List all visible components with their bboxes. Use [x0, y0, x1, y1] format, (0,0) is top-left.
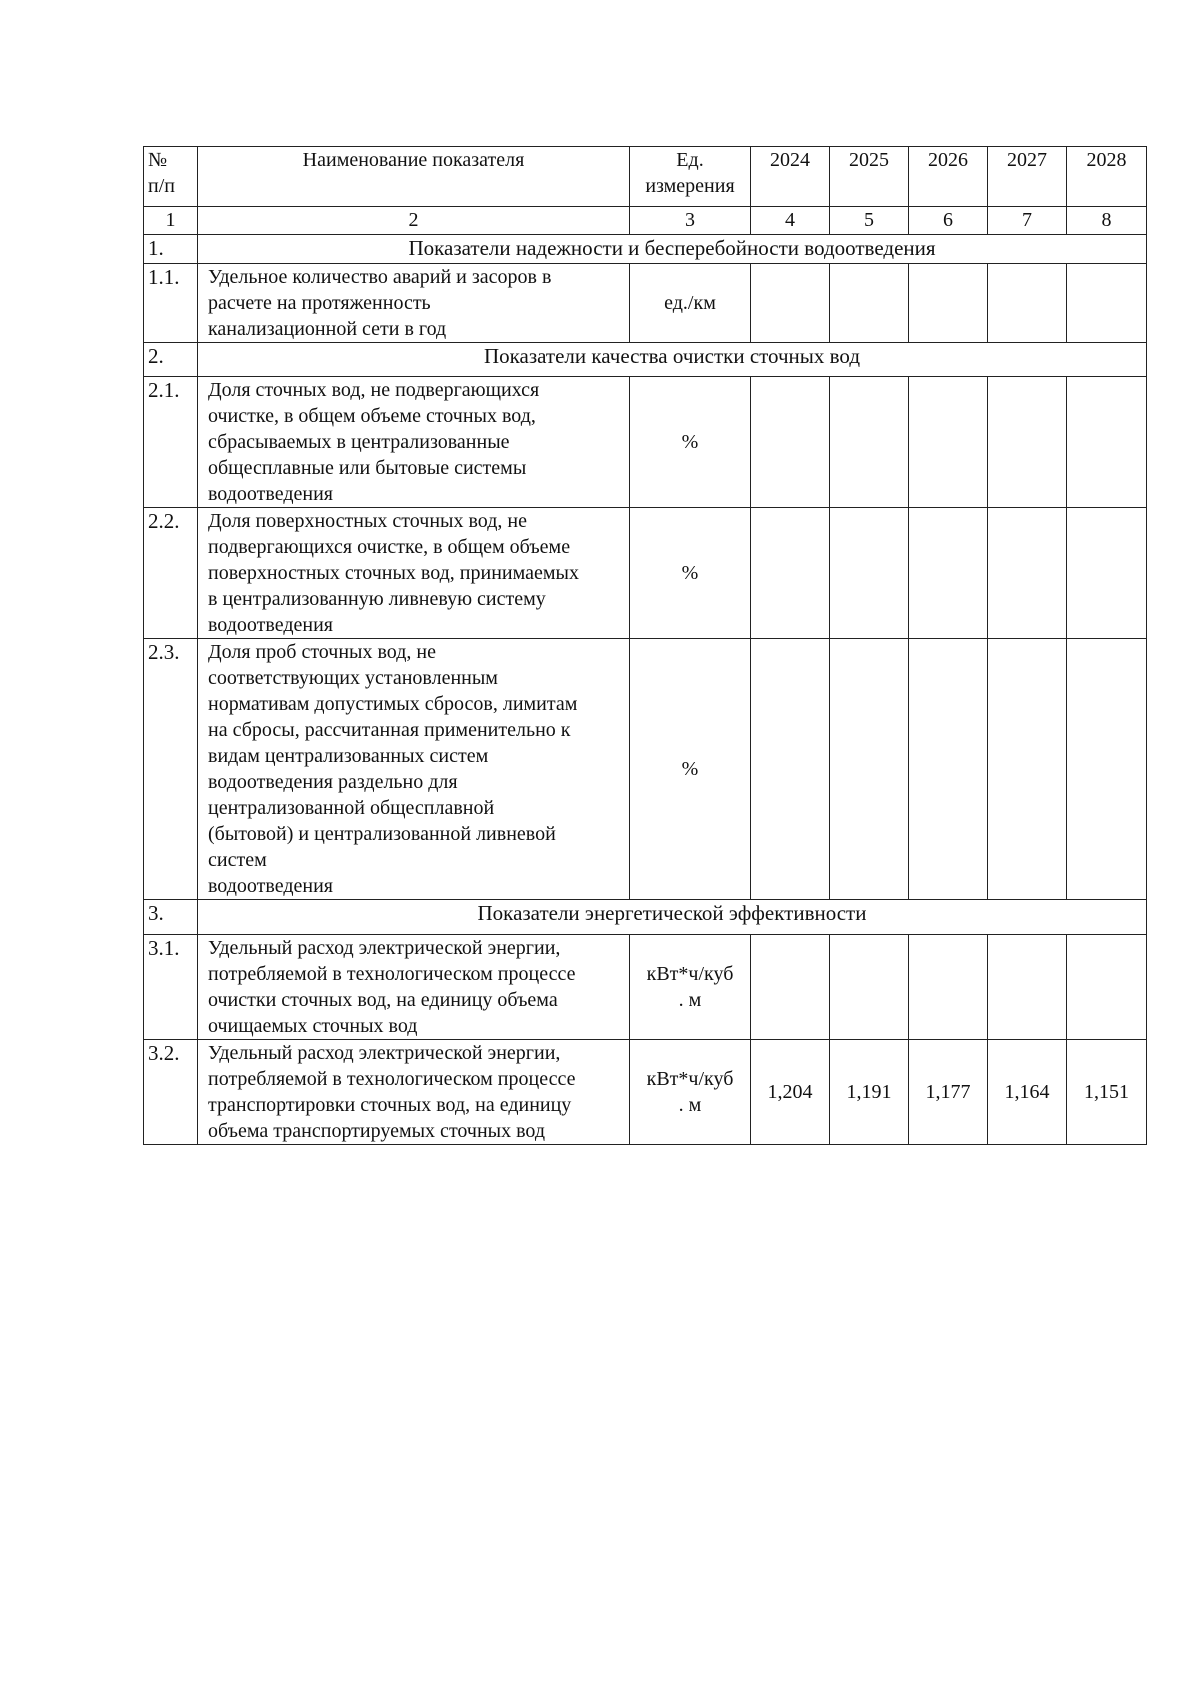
- value-2024: [751, 935, 830, 1040]
- indicators-table: [143, 146, 1147, 1145]
- indicator-unit-text: ед./км: [664, 292, 716, 314]
- row-num: 3.1.: [144, 935, 198, 1040]
- section-row-2: [144, 343, 1147, 377]
- section-num: 1.: [144, 235, 198, 264]
- value-2025: [830, 377, 909, 508]
- row-num: 2.2.: [144, 508, 198, 639]
- value-2027: [988, 639, 1067, 900]
- indicator-name-text: Доля поверхностных сточных вод, не подвергающихся очистке, в общем объеме поверхностных сточных вод, принимаемых в централизованную ливневую систему водоотведения: [208, 510, 579, 636]
- row-num: 3.2.: [144, 1040, 198, 1145]
- indicator-name-text: Доля сточных вод, не подвергающихся очистке, в общем объеме сточных вод, сбрасываемых в централизованные общесплавные или бытовые системы водоотведения: [208, 379, 540, 505]
- header-year: 2027: [988, 147, 1067, 207]
- value-2028: [1067, 935, 1147, 1040]
- header-unit-text: Ед. измерения: [645, 149, 735, 197]
- value-2025: [830, 935, 909, 1040]
- header-num: [144, 147, 198, 207]
- value-2024: [751, 377, 830, 508]
- value-2024: 1,204: [751, 1040, 830, 1145]
- indicator-row-3-1: [144, 935, 1147, 1040]
- row-num: 1.1.: [144, 264, 198, 343]
- indicator-unit-text: кВт*ч/куб . м: [646, 1068, 734, 1116]
- indicator-name-text: Доля проб сточных вод, не соответствующих установленным нормативам допустимых сбросов, лимитам на сбросы, рассчитанная применительно к видам централизованных систем водоотведения раздельно для централизованной общесплавной (бытовой) и централизованной ливневой систем водоотведения: [208, 641, 578, 897]
- indicator-name: [198, 377, 630, 508]
- col-number: 5: [830, 207, 909, 235]
- header-num-text: № п/п: [148, 149, 175, 197]
- value-2025: 1,191: [830, 1040, 909, 1145]
- indicator-name: [198, 639, 630, 900]
- col-number: 3: [630, 207, 751, 235]
- header-year: 2026: [909, 147, 988, 207]
- value-2025: [830, 639, 909, 900]
- section-title: Показатели надежности и бесперебойности водоотведения: [198, 235, 1147, 264]
- value-2028: [1067, 639, 1147, 900]
- indicator-unit: [630, 264, 751, 343]
- col-number: 7: [988, 207, 1067, 235]
- section-num: 3.: [144, 900, 198, 935]
- indicator-unit: [630, 639, 751, 900]
- value-2026: [909, 377, 988, 508]
- section-title: Показатели качества очистки сточных вод: [198, 343, 1147, 377]
- indicator-row-1-1: [144, 264, 1147, 343]
- section-row-3: [144, 900, 1147, 935]
- indicator-unit: [630, 508, 751, 639]
- indicator-unit: [630, 1040, 751, 1145]
- section-title: Показатели энергетической эффективности: [198, 900, 1147, 935]
- indicator-row-2-1: [144, 377, 1147, 508]
- section-num: 2.: [144, 343, 198, 377]
- col-number: 8: [1067, 207, 1147, 235]
- header-unit: [630, 147, 751, 207]
- value-2027: 1,164: [988, 1040, 1067, 1145]
- value-2028: [1067, 508, 1147, 639]
- col-number: 2: [198, 207, 630, 235]
- indicator-row-2-2: [144, 508, 1147, 639]
- value-2027: [988, 264, 1067, 343]
- indicator-unit-text: %: [681, 562, 699, 584]
- value-2027: [988, 508, 1067, 639]
- col-number: 6: [909, 207, 988, 235]
- value-2028: [1067, 377, 1147, 508]
- value-2024: [751, 264, 830, 343]
- col-number: 1: [144, 207, 198, 235]
- value-2026: [909, 264, 988, 343]
- value-2026: [909, 639, 988, 900]
- section-row-1: [144, 235, 1147, 264]
- row-num: 2.1.: [144, 377, 198, 508]
- header-year: 2028: [1067, 147, 1147, 207]
- col-number: 4: [751, 207, 830, 235]
- row-num: 2.3.: [144, 639, 198, 900]
- indicator-row-3-2: [144, 1040, 1147, 1145]
- indicator-name-text: Удельный расход электрической энергии, потребляемой в технологическом процессе очистки сточных вод, на единицу объема очищаемых сточных вод: [208, 937, 576, 1037]
- header-year: 2025: [830, 147, 909, 207]
- value-2026: 1,177: [909, 1040, 988, 1145]
- value-2027: [988, 935, 1067, 1040]
- value-2025: [830, 508, 909, 639]
- indicator-unit-text: %: [681, 758, 699, 780]
- value-2025: [830, 264, 909, 343]
- indicator-unit-text: %: [681, 431, 699, 453]
- column-numbers-row: [144, 207, 1147, 235]
- indicator-row-2-3: [144, 639, 1147, 900]
- header-name: Наименование показателя: [198, 147, 630, 207]
- indicator-unit: [630, 935, 751, 1040]
- indicator-unit-text: кВт*ч/куб . м: [646, 963, 734, 1011]
- indicator-unit: [630, 377, 751, 508]
- value-2026: [909, 508, 988, 639]
- indicator-name: [198, 264, 630, 343]
- indicator-name: [198, 508, 630, 639]
- value-2026: [909, 935, 988, 1040]
- value-2024: [751, 639, 830, 900]
- header-year: 2024: [751, 147, 830, 207]
- indicator-name: [198, 1040, 630, 1145]
- value-2028: [1067, 264, 1147, 343]
- indicator-name-text: Удельное количество аварий и засоров в расчете на протяженность канализационной сети в год: [208, 266, 552, 340]
- indicator-name: [198, 935, 630, 1040]
- indicator-name-text: Удельный расход электрической энергии, потребляемой в технологическом процессе транспортировки сточных вод, на единицу объема транспортируемых сточных вод: [208, 1042, 576, 1142]
- value-2028: 1,151: [1067, 1040, 1147, 1145]
- header-row: [144, 147, 1147, 207]
- value-2024: [751, 508, 830, 639]
- value-2027: [988, 377, 1067, 508]
